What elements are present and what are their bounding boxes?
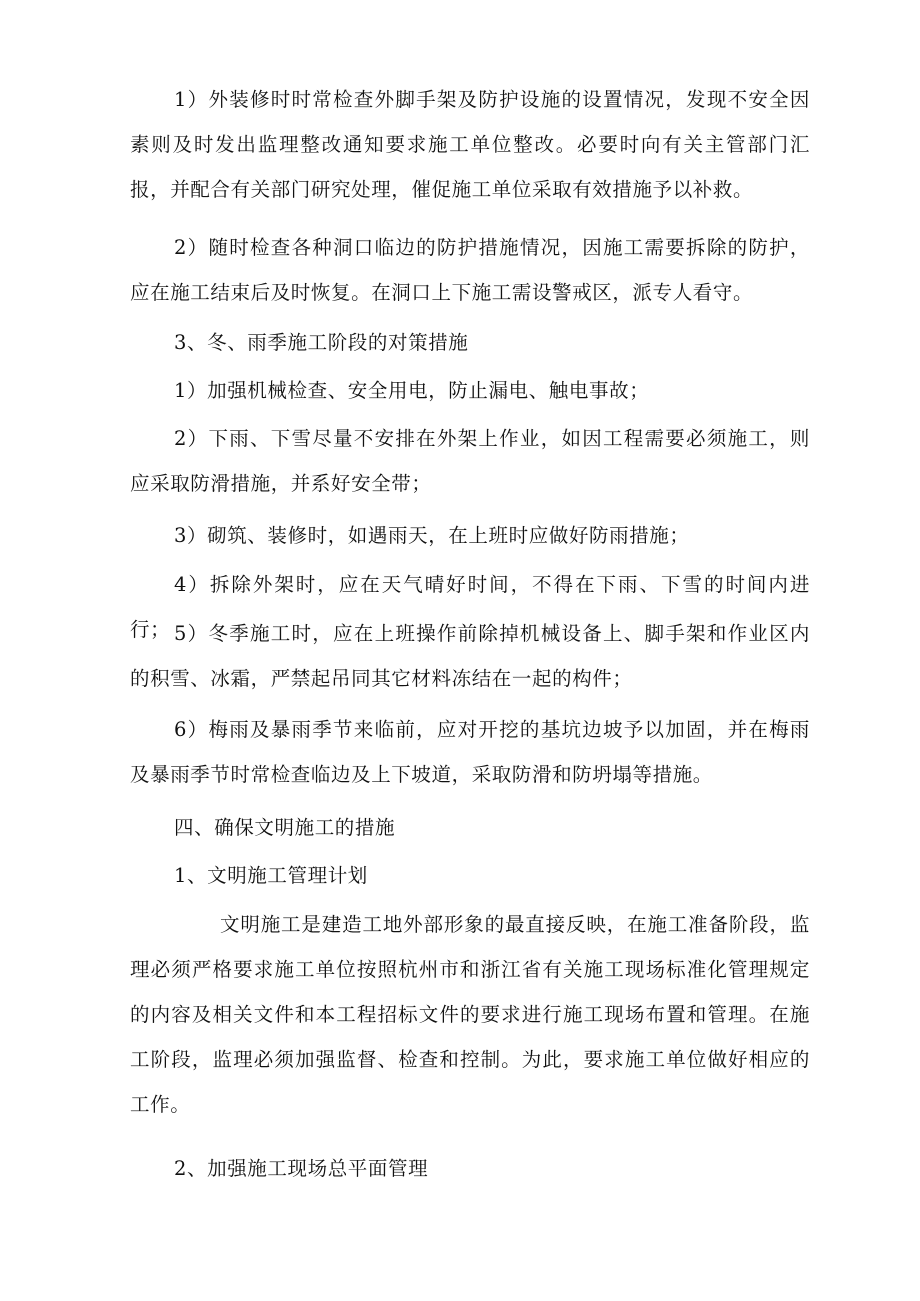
heading-winter-rain-season: 3、冬、雨季施工阶段的对策措施 [174,331,469,354]
paragraph-civilized-construction-body: 文明施工是建造工地外部形象的最直接反映，在施工准备阶段，监理必须严格要求施工单位按照杭州市和浙江省有关施工现场标准化管理规定的内容及相关文件和本工程招标文件的要求进行施工现场布置和管理。在施工阶段，监理必须加强监督、检查和控制。为此，要求施工单位做好相应的工作。 [130,913,810,1116]
paragraph-scaffold-inspection: 1）外装修时时常检查外脚手架及防护设施的设置情况，发现不安全因素则及时发出监理整改通知要求施工单位整改。必要时向有关主管部门汇报，并配合有关部门研究处理，催促施工单位采取有效措施予以补救。 [130,88,810,201]
paragraph-masonry-rain: 3）砌筑、装修时，如遇雨天，在上班时应做好防雨措施； [174,524,690,547]
paragraph-machinery-check: 1）加强机械检查、安全用电，防止漏电、触电事故； [174,379,650,402]
paragraph-plum-rain-season: 6）梅雨及暴雨季节来临前，应对开挖的基坑边坡予以加固，并在梅雨及暴雨季节时常检查临边及上下坡道，采取防滑和防坍塌等措施。 [130,718,810,786]
heading-civilized-construction: 四、确保文明施工的措施 [174,816,396,839]
heading-site-layout-management: 2、加强施工现场总平面管理 [174,1157,429,1180]
paragraph-winter-construction: 5）冬季施工时，应在上班操作前除掉机械设备上、脚手架和作业区内的积雪、冰霜，严禁起吊同其它材料冻结在一起的构件； [130,622,810,690]
heading-management-plan: 1、文明施工管理计划 [174,864,368,887]
paragraph-scaffold-removal: 4）拆除外架时，应在天气晴好时间，不得在下雨、下雪的时间内进行； [130,573,810,641]
paragraph-opening-protection: 2）随时检查各种洞口临边的防护措施情况，因施工需要拆除的防护，应在施工结束后及时恢复。在洞口上下施工需设警戒区，派专人看守。 [130,236,810,304]
paragraph-rain-snow-work: 2）下雨、下雪尽量不安排在外架上作业，如因工程需要必须施工，则应采取防滑措施，并系好安全带； [130,427,810,495]
